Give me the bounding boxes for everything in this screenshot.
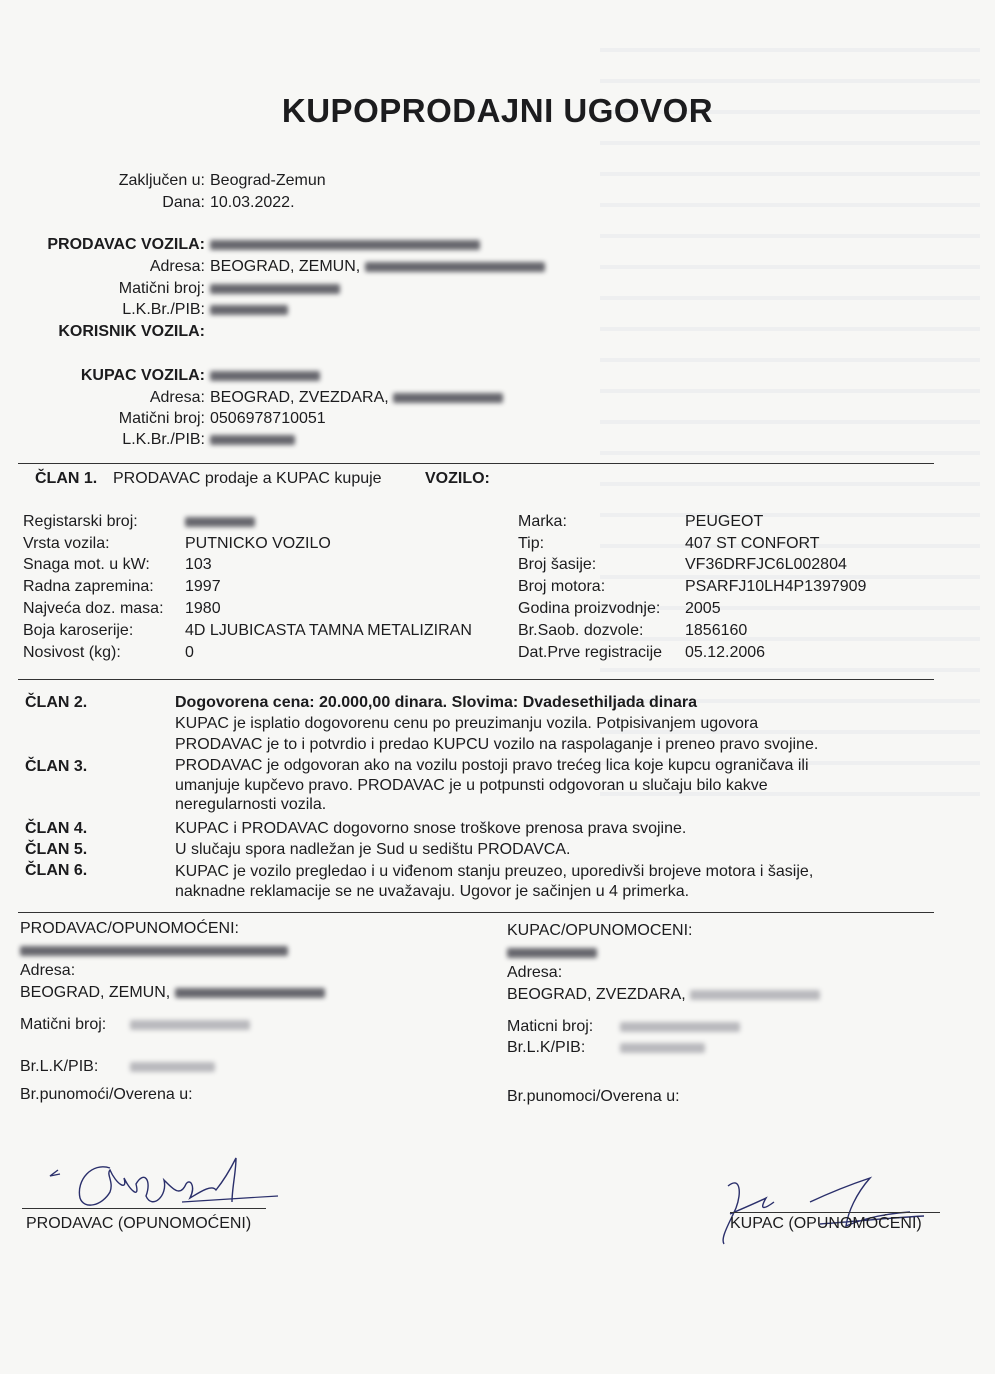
clan1-label: ČLAN 1. (35, 470, 98, 487)
buyer-section-label: KUPAC VOZILA: (80, 367, 205, 384)
boja-value: 4D LJUBICASTA TAMNA METALIZIRAN (185, 622, 472, 639)
buyer-maticni-label: Matični broj: (118, 410, 205, 427)
buyer-pib-redacted (210, 431, 295, 449)
clan6-line1: KUPAC je vozilo pregledao i u viđenom stanju preuzeo, uporedivši brojeve motora i šasije, (175, 863, 814, 880)
vrsta-vozila-label: Vrsta vozila: (23, 535, 110, 552)
seller-footer-maticni-redacted (130, 1016, 250, 1034)
buyer-footer-heading: KUPAC/OPUNOMOCENI: (507, 922, 693, 939)
clan4-text: KUPAC i PRODAVAC dogovorno snose troškove prenosa prava svojine. (175, 820, 687, 837)
clan5-text: U slučaju spora nadležan je Sud u sedištu PRODAVCA. (175, 841, 571, 858)
vrsta-vozila-value: PUTNICKO VOZILO (185, 535, 331, 552)
buyer-maticni-value: 0506978710051 (210, 410, 326, 427)
seller-name-redacted (210, 236, 480, 254)
nosivost-label: Nosivost (kg): (23, 644, 121, 661)
seller-footer-pib-label: Br.L.K/PIB: (20, 1058, 99, 1075)
dana-label: Dana: (162, 194, 205, 211)
buyer-footer-adresa-value: BEOGRAD, ZVEZDARA, (507, 986, 686, 1003)
prva-reg-value: 05.12.2006 (685, 644, 766, 661)
seller-adresa-label: Adresa: (149, 258, 205, 275)
boja-label: Boja karoserije: (23, 622, 134, 639)
buyer-footer-adresa-label: Adresa: (507, 964, 563, 981)
clan1-text: PRODAVAC prodaje a KUPAC kupuje (113, 470, 382, 487)
sasija-value: VF36DRFJC6L002804 (685, 556, 847, 573)
snaga-label: Snaga mot. u kW: (23, 556, 150, 573)
document-title: KUPOPRODAJNI UGOVOR (281, 92, 714, 129)
seller-signature-line (22, 1208, 266, 1209)
divider (18, 463, 934, 464)
clan2-price: Dogovorena cena: 20.000,00 dinara. Slovima: Dvadesethiljada dinara (175, 694, 697, 711)
dozvola-label: Br.Saob. dozvole: (518, 622, 644, 639)
clan6-label: ČLAN 6. (25, 862, 88, 879)
godina-value: 2005 (685, 600, 721, 617)
clan2-label: ČLAN 2. (25, 694, 88, 711)
tip-value: 407 ST CONFORT (685, 535, 820, 552)
marka-value: PEUGEOT (685, 513, 764, 530)
godina-label: Godina proizvodnje: (518, 600, 661, 617)
seller-footer-punomoc-label: Br.punomoći/Overena u: (20, 1086, 193, 1103)
clan6-line2: naknadne reklamacije se ne uvažavaju. Ugovor je sačinjen u 4 primerka. (175, 883, 690, 900)
seller-footer-adresa (20, 984, 325, 1002)
seller-pib-label: L.K.Br./PIB: (122, 301, 205, 318)
clan2-line2: KUPAC je isplatio dogovorenu cenu po preuzimanju vozila. Potpisivanjem ugovora (175, 715, 759, 732)
reg-broj-label: Registarski broj: (23, 513, 138, 530)
seller-maticni-label: Matični broj: (118, 280, 205, 297)
zapremina-value: 1997 (185, 578, 221, 595)
buyer-adresa-label: Adresa: (149, 389, 205, 406)
seller-maticni-redacted (210, 280, 340, 298)
buyer-name-redacted (210, 367, 320, 385)
user-section-label: KORISNIK VOZILA: (58, 323, 205, 340)
seller-footer-maticni-label: Matični broj: (20, 1016, 107, 1033)
divider (18, 679, 934, 680)
seller-footer-adresa-label: Adresa: (20, 962, 76, 979)
dozvola-value: 1856160 (685, 622, 748, 639)
buyer-adresa (210, 389, 503, 407)
masa-value: 1980 (185, 600, 221, 617)
clan4-label: ČLAN 4. (25, 820, 88, 837)
seller-signature-caption: PRODAVAC (OPUNOMOĆENI) (26, 1215, 252, 1232)
seller-footer-heading: PRODAVAC/OPUNOMOĆENI: (20, 920, 239, 937)
masa-label: Najveća doz. masa: (23, 600, 164, 617)
sasija-label: Broj šasije: (518, 556, 597, 573)
marka-label: Marka: (518, 513, 567, 530)
clan3-label: ČLAN 3. (25, 758, 88, 775)
buyer-footer-maticni-redacted (620, 1018, 740, 1036)
clan2-line3: PRODAVAC je to i potvrdio i predao KUPCU vozilo na raspolaganje i preneo pravo svojine. (175, 736, 819, 753)
buyer-signature-caption: KUPAC (OPUNOMOĆENI) (730, 1215, 922, 1232)
buyer-signature (700, 1168, 930, 1248)
buyer-adresa-value: BEOGRAD, ZVEZDARA, (210, 389, 389, 406)
clan3-line2: umanjuje kupčevo pravo. PRODAVAC je u potpunsti odgovoran u slučaju bilo kakve (175, 777, 768, 794)
seller-adresa (210, 258, 545, 276)
seller-footer-adresa-value: BEOGRAD, ZEMUN, (20, 984, 171, 1001)
clan5-label: ČLAN 5. (25, 841, 88, 858)
snaga-value: 103 (185, 556, 212, 573)
divider (18, 912, 934, 913)
seller-section-label: PRODAVAC VOZILA: (47, 236, 205, 253)
motor-label: Broj motora: (518, 578, 606, 595)
motor-value: PSARFJ10LH4P1397909 (685, 578, 867, 595)
buyer-footer-pib-redacted (620, 1039, 705, 1057)
buyer-footer-maticni-label: Maticni broj: (507, 1018, 594, 1035)
zakljucen-label: Zaključen u: (118, 172, 205, 189)
buyer-footer-name-redacted (507, 944, 597, 962)
seller-adresa-value: BEOGRAD, ZEMUN, (210, 258, 361, 275)
tip-label: Tip: (518, 535, 545, 552)
seller-pib-redacted (210, 301, 288, 319)
buyer-pib-label: L.K.Br./PIB: (122, 431, 205, 448)
prva-reg-label: Dat.Prve registracije (518, 644, 663, 661)
clan1-vozilo: VOZILO: (425, 470, 490, 487)
buyer-signature-line (730, 1212, 940, 1213)
zapremina-label: Radna zapremina: (23, 578, 154, 595)
reg-broj-redacted (185, 513, 255, 531)
seller-footer-name-redacted (20, 942, 288, 960)
nosivost-value: 0 (185, 644, 194, 661)
dana-value: 10.03.2022. (210, 194, 295, 211)
buyer-footer-pib-label: Br.L.K/PIB: (507, 1039, 586, 1056)
buyer-footer-adresa (507, 986, 820, 1004)
seller-footer-pib-redacted (130, 1058, 215, 1076)
clan3-line3: neregularnosti vozila. (175, 796, 327, 813)
bleed-through-text (600, 30, 980, 810)
buyer-footer-punomoc-label: Br.punomoci/Overena u: (507, 1088, 680, 1105)
zakljucen-value: Beograd-Zemun (210, 172, 326, 189)
clan3-line1: PRODAVAC je odgovoran ako na vozilu postoji pravo trećeg lica koje kupcu ograničava ili (175, 757, 809, 774)
